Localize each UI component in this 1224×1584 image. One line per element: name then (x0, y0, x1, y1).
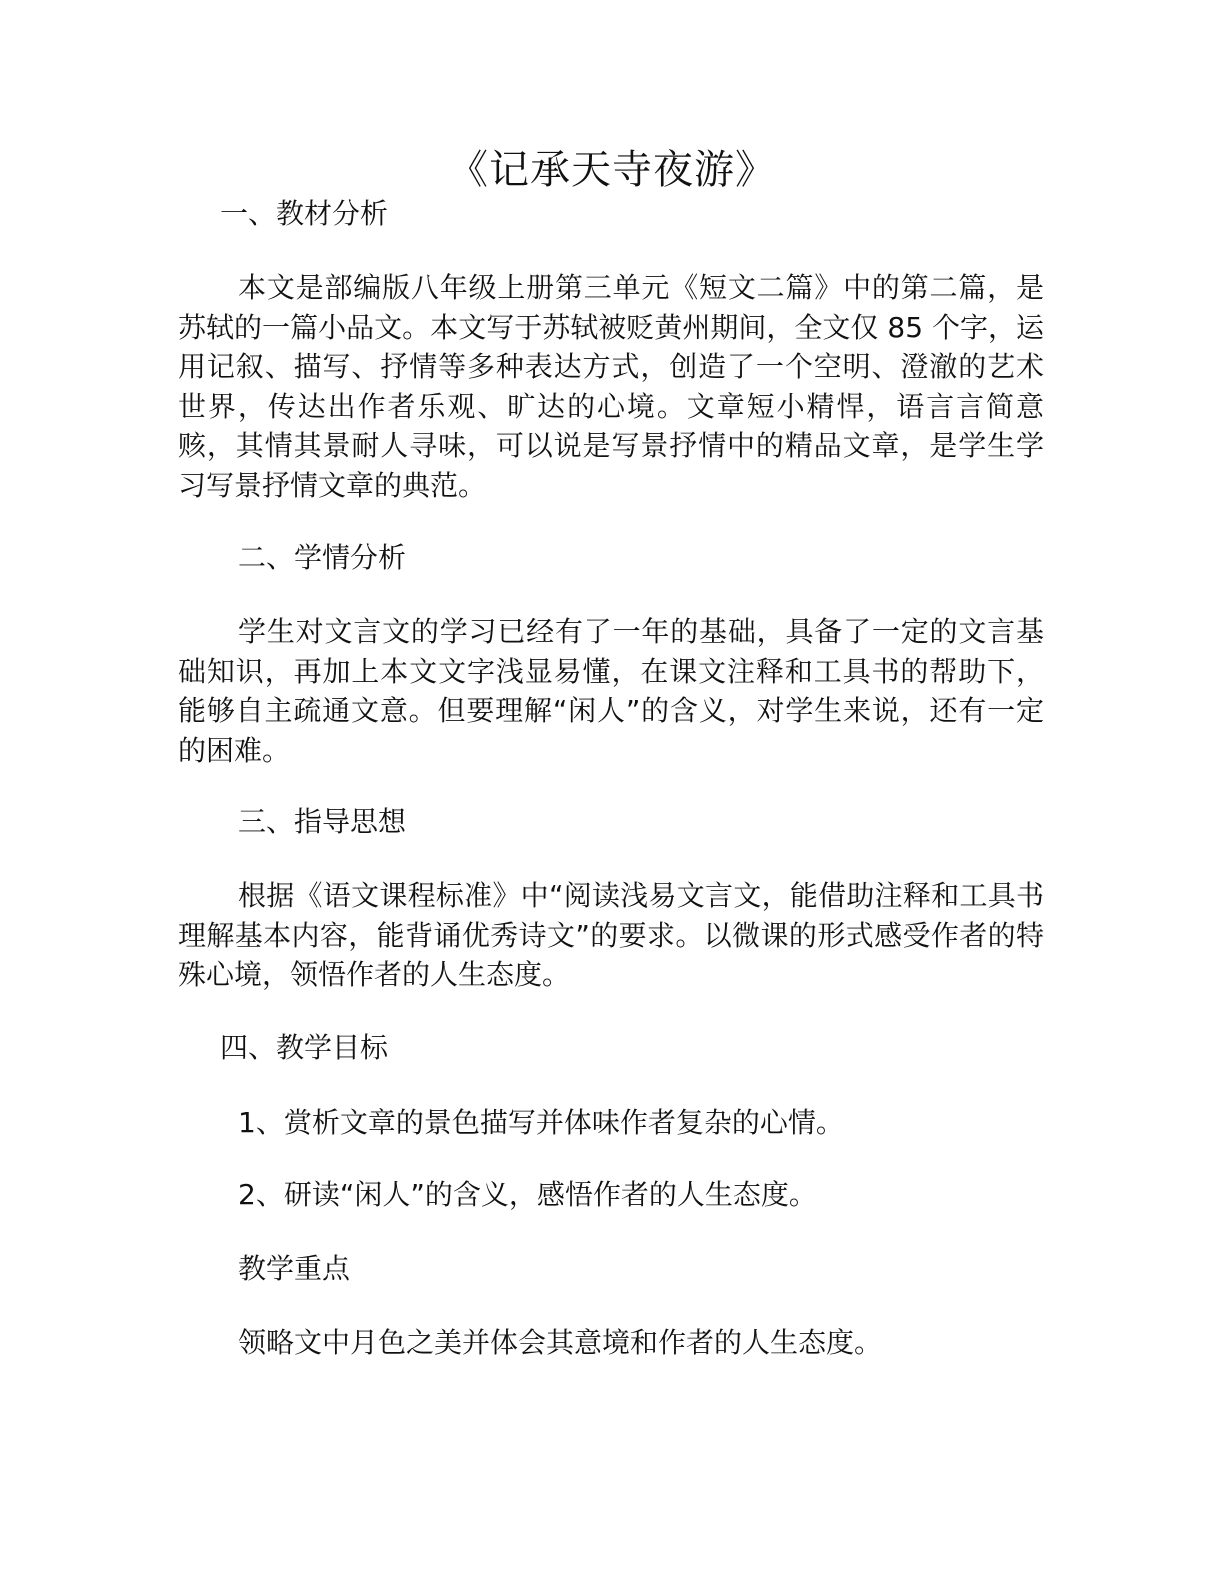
key-point-text: 领略文中月色之美并体会其意境和作者的人生态度。 (238, 1326, 883, 1359)
teaching-goal-item: 2、研读“闲人”的含义，感悟作者的人生态度。 (238, 1178, 817, 1211)
section-heading-guiding-idea: 三、指导思想 (238, 805, 407, 838)
section-body-textbook-analysis: 本文是部编版八年级上册第三单元《短文二篇》中的第二篇，是苏轼的一篇小品文。本文写于苏轼被贬黄州期间，全文仅 85 个字，运用记叙、描写、抒情等多种表达方式，创造了一个空明、澄澈的艺术世界，传达出作者乐观、旷达的心境。文章短小精悍，语言言简意赅，其情其景耐人寻味，可以说是写景抒情中的精品文章，是学生学习写景抒情文章的典范。 (178, 271, 1044, 502)
section-heading-student-analysis: 二、学情分析 (238, 541, 407, 574)
section-body-guiding-idea: 根据《语文课程标准》中“阅读浅易文言文，能借助注释和工具书理解基本内容，能背诵优秀诗文”的要求。以微课的形式感受作者的特殊心境，领悟作者的人生态度。 (178, 879, 1044, 991)
section-heading-teaching-goals: 四、教学目标 (220, 1031, 389, 1064)
document-title: 《记承天寺夜游》 (448, 147, 776, 193)
section-heading-textbook-analysis: 一、教材分析 (220, 197, 389, 230)
teaching-goal-item: 1、赏析文章的景色描写并体味作者复杂的心情。 (238, 1106, 844, 1139)
section-body-student-analysis: 学生对文言文的学习已经有了一年的基础，具备了一定的文言基础知识，再加上本文文字浅显易懂，在课文注释和工具书的帮助下，能够自主疏通文意。但要理解“闲人”的含义，对学生来说，还有一定的困难。 (178, 615, 1044, 767)
key-point-label: 教学重点 (238, 1252, 351, 1285)
